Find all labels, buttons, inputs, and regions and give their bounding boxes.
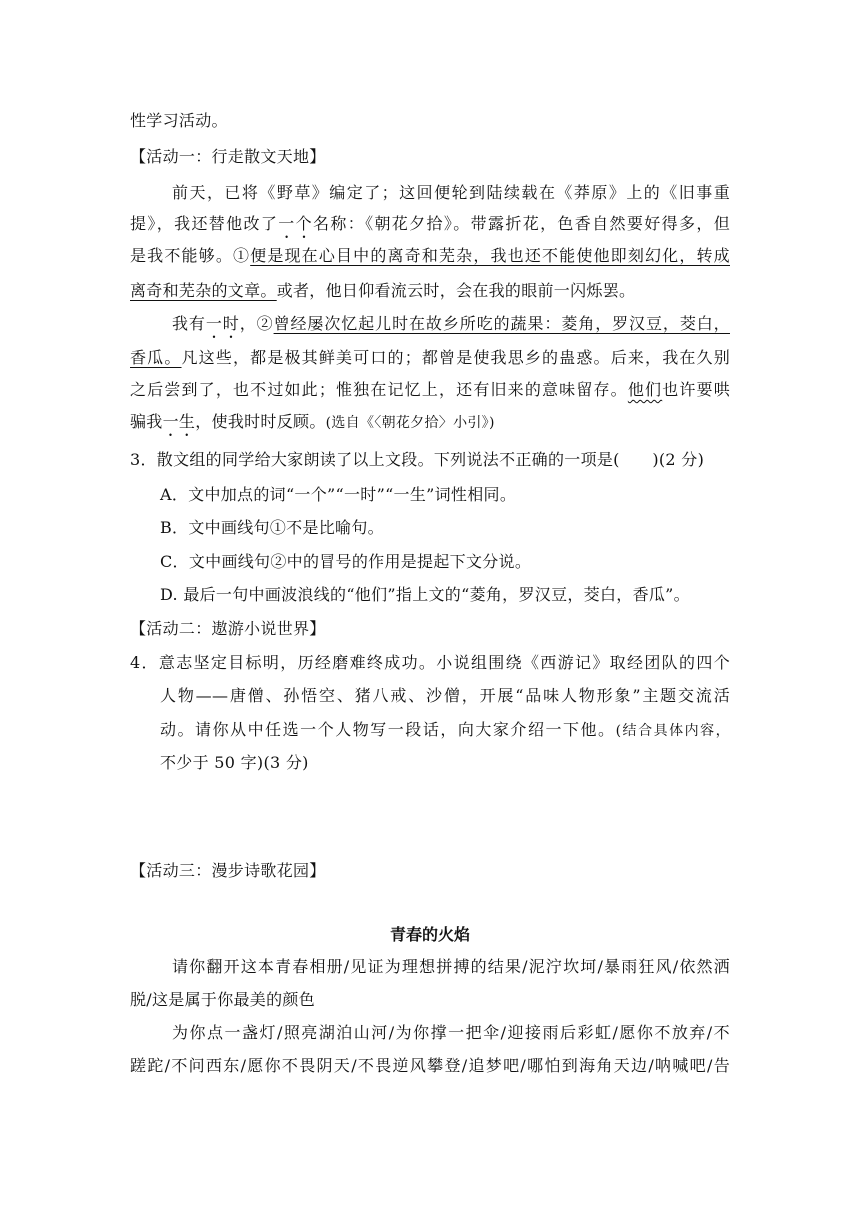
- poem-line: 为你点一盏灯/照亮湖泊山河/为你撑一把伞/迎接雨后彩虹/愿你不放弃/不: [172, 1023, 730, 1042]
- underlined-sentence-2-end: 香瓜。: [130, 348, 182, 367]
- q3-option-c: C．文中画线句②中的冒号的作用是提起下文分说。: [160, 552, 532, 571]
- activity1-heading: 【活动一：行走散文天地】: [130, 147, 326, 166]
- question-4-line: 人物——唐僧、孙悟空、猪八戒、沙僧，开展“品味人物形象”主题交流活: [160, 686, 730, 705]
- q3-option-a: A．文中加点的词“一个”“一时”“一生”词性相同。: [160, 485, 517, 504]
- passage-line: 我有一时，②曾经屡次忆起儿时在故乡所吃的蔬果：菱角，罗汉豆，茭白，: [172, 314, 730, 333]
- source-note: (选自《〈朝花夕拾〉小引》): [325, 415, 495, 431]
- underlined-sentence-1-end: 离奇和芜杂的文章。: [130, 281, 277, 300]
- question-4-line: 不少于 50 字)(3 分): [160, 753, 309, 772]
- q3-option-b: B．文中画线句①不是比喻句。: [160, 518, 384, 537]
- passage-line: 前天，已将《野草》编定了；这回便轮到陆续载在《莽原》上的《旧事重: [172, 183, 730, 202]
- passage-line: 香瓜。凡这些，都是极其鲜美可口的；都曾是使我思乡的蛊惑。后来，我在久别: [130, 348, 730, 367]
- question-4-line: 4．意志坚定目标明，历经磨难终成功。小说组围绕《西游记》取经团队的四个: [130, 653, 730, 672]
- poem-line: 蹉跎/不问西东/愿你不畏阴天/不畏逆风攀登/追梦吧/哪怕到海角天边/呐喊吧/告: [130, 1056, 730, 1075]
- wavy-word-tamen: 他们: [627, 380, 663, 399]
- passage-line: 骗我一生，使我时时反顾。(选自《〈朝花夕拾〉小引》): [130, 412, 495, 431]
- passage-line: 提》，我还替他改了一个名称：《朝花夕拾》。带露折花，色香自然要好得多，但: [130, 214, 730, 233]
- question-4-line: 动。请你从中任选一个人物写一段话，向大家介绍一下他。(结合具体内容，: [160, 720, 730, 739]
- passage-line: 之后尝到了，也不过如此；惟独在记忆上，还有旧来的意味留存。他们也许要哄: [130, 380, 731, 399]
- passage-line: 是我不能够。①便是现在心目中的离奇和芜杂，我也还不能使他即刻幻化，转成: [130, 246, 730, 265]
- dotted-word-yishi: 一时: [205, 314, 240, 333]
- question-3-stem: 3．散文组的同学给大家朗读了以上文段。下列说法不正确的一项是( )(2 分): [130, 450, 705, 469]
- poem-line: 脱/这是属于你最美的颜色: [130, 990, 315, 1009]
- dotted-word-yige: 一个: [278, 214, 313, 233]
- activity3-heading: 【活动三：漫步诗歌花园】: [130, 861, 326, 880]
- q3-option-d: D. 最后一句中画波浪线的“他们”指上文的“菱角，罗汉豆，茭白，香瓜”。: [160, 585, 690, 604]
- underlined-sentence-2: 曾经屡次忆起儿时在故乡所吃的蔬果：菱角，罗汉豆，茭白，: [273, 314, 730, 333]
- intro-tail: 性学习活动。: [130, 111, 228, 130]
- underlined-sentence-1: 便是现在心目中的离奇和芜杂，我也还不能使他即刻幻化，转成: [250, 246, 730, 265]
- poem-title: 青春的火焰: [389, 925, 470, 944]
- passage-line: 离奇和芜杂的文章。或者，他日仰看流云时，会在我的眼前一闪烁罢。: [130, 281, 636, 300]
- dotted-word-yisheng: 一生: [162, 412, 196, 431]
- poem-line: 请你翻开这本青春相册/见证为理想拼搏的结果/泥泞坎坷/暴雨狂风/依然洒: [172, 957, 730, 976]
- activity2-heading: 【活动二：遨游小说世界】: [130, 619, 326, 638]
